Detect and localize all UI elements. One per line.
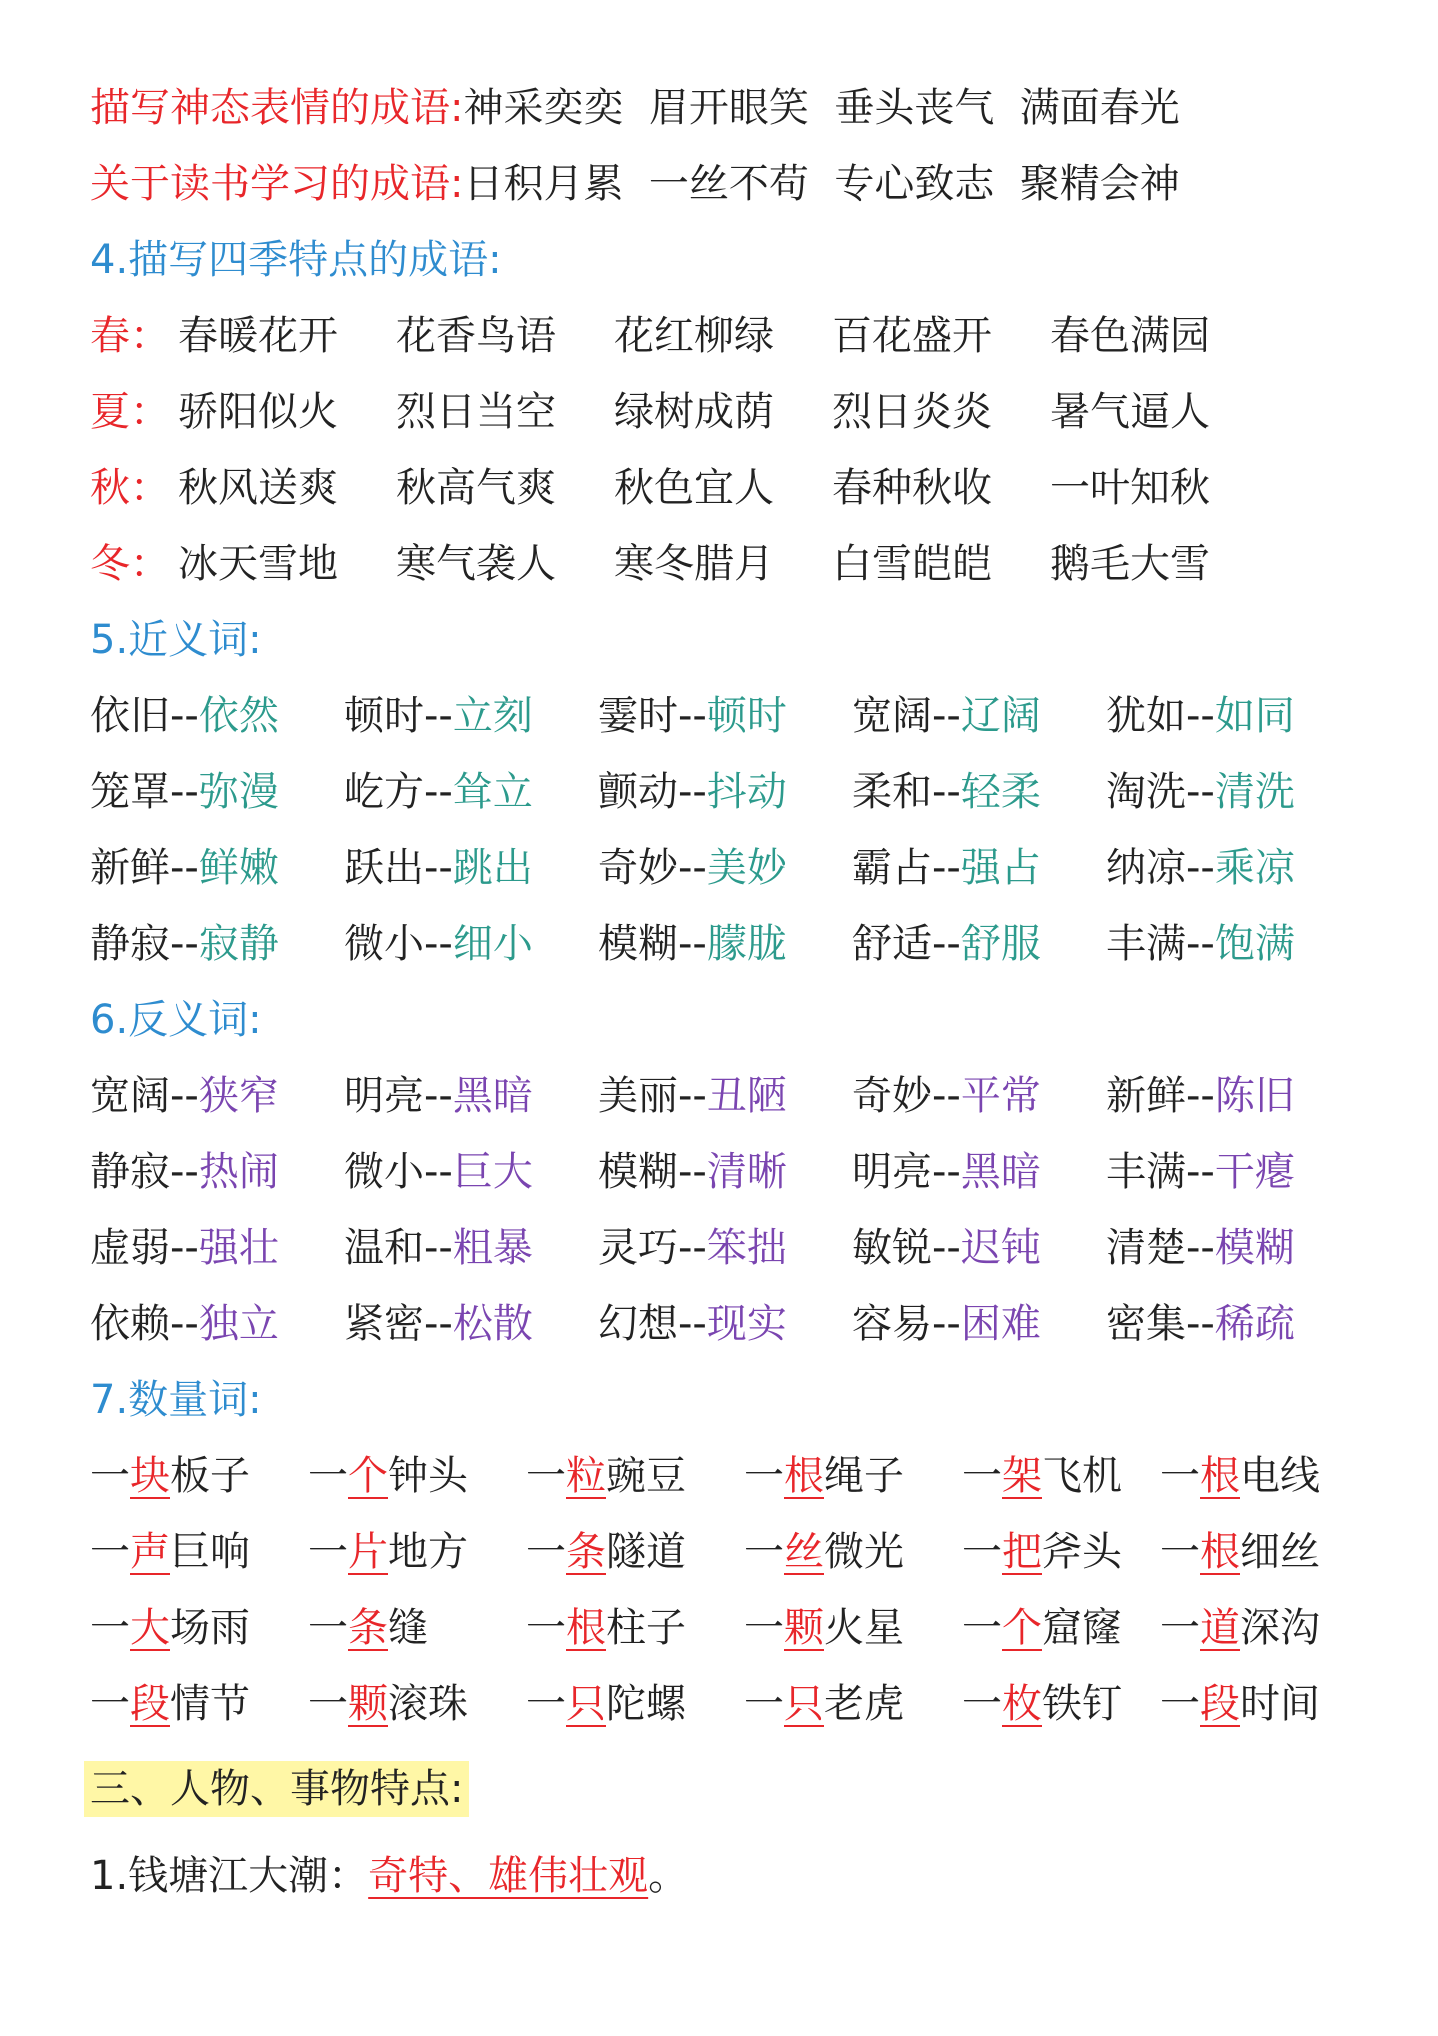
word: 静寂-- (90, 1149, 199, 1195)
measure-phrase (1160, 1438, 1320, 1514)
characteristic-answer: 奇特、雄伟壮观 (368, 1853, 649, 1899)
antonym-pair (90, 1134, 279, 1210)
antonym-pair (90, 1210, 279, 1286)
measure-word: 道 (1200, 1605, 1240, 1651)
word: 紧密-- (344, 1301, 453, 1347)
measure-row (90, 1666, 1390, 1742)
word: 丰满-- (1106, 1149, 1215, 1195)
pair-word: 热闹 (198, 1149, 279, 1195)
word: 新鲜-- (90, 845, 199, 891)
pair-word: 耸立 (452, 769, 533, 815)
measure-prefix: 一 (744, 1529, 784, 1575)
measure-phrase (744, 1590, 904, 1666)
measure-prefix: 一 (962, 1605, 1002, 1651)
word: 模糊-- (598, 921, 707, 967)
antonym-pair (598, 1058, 787, 1134)
section-heading-seasons: 4.描写四季特点的成语: (90, 237, 502, 283)
word: 犹如-- (1106, 693, 1215, 739)
measure-word: 把 (1002, 1529, 1042, 1575)
measure-word: 颗 (784, 1605, 824, 1651)
antonym-pair (852, 1286, 1041, 1362)
pair-word: 独立 (198, 1301, 279, 1347)
antonym-pair (598, 1286, 787, 1362)
synonym-pair (90, 906, 279, 982)
measure-noun: 微光 (824, 1529, 904, 1575)
season-idiom: 春种秋收 (832, 465, 992, 511)
word: 虚弱-- (90, 1225, 199, 1271)
pair-word: 辽阔 (960, 693, 1041, 739)
pair-word: 美妙 (706, 845, 787, 891)
measure-noun: 铁钉 (1042, 1681, 1122, 1727)
pair-word: 细小 (452, 921, 533, 967)
word: 明亮-- (344, 1073, 453, 1119)
antonym-pair (344, 1134, 533, 1210)
synonym-pair (90, 754, 279, 830)
idiom-line-study (90, 146, 1390, 222)
measure-noun: 板子 (170, 1453, 250, 1499)
measure-phrase (308, 1438, 468, 1514)
measure-phrase (962, 1590, 1122, 1666)
antonym-pair (344, 1210, 533, 1286)
season-idiom: 白雪皑皑 (832, 541, 992, 587)
word: 霸占-- (852, 845, 961, 891)
word: 奇妙-- (852, 1073, 961, 1119)
season-idiom: 百花盛开 (832, 313, 992, 359)
pair-word: 强占 (960, 845, 1041, 891)
measure-phrase (744, 1666, 904, 1742)
word: 柔和-- (852, 769, 961, 815)
measure-word: 只 (784, 1681, 824, 1727)
measure-word: 段 (130, 1681, 170, 1727)
pair-word: 困难 (960, 1301, 1041, 1347)
measure-noun: 火星 (824, 1605, 904, 1651)
measure-word: 个 (1002, 1605, 1042, 1651)
idiom-words: 神采奕奕 眉开眼笑 垂头丧气 满面春光 (463, 85, 1180, 131)
word: 依赖-- (90, 1301, 199, 1347)
measure-word: 大 (130, 1605, 170, 1651)
measure-phrase (308, 1514, 468, 1590)
pair-word: 黑暗 (960, 1149, 1041, 1195)
measure-word: 片 (348, 1529, 388, 1575)
antonym-pair (344, 1286, 533, 1362)
measure-word: 声 (130, 1529, 170, 1575)
synonym-pair (852, 754, 1041, 830)
antonym-pair (90, 1286, 279, 1362)
measure-word: 块 (130, 1453, 170, 1499)
measure-prefix: 一 (526, 1529, 566, 1575)
measure-noun: 隧道 (606, 1529, 686, 1575)
word: 美丽-- (598, 1073, 707, 1119)
season-row (90, 526, 1390, 602)
measure-noun: 老虎 (824, 1681, 904, 1727)
word: 幻想-- (598, 1301, 707, 1347)
word: 密集-- (1106, 1301, 1215, 1347)
measure-prefix: 一 (90, 1681, 130, 1727)
season-idiom: 寒冬腊月 (614, 541, 774, 587)
season-idiom: 冰天雪地 (178, 541, 338, 587)
measure-prefix: 一 (1160, 1529, 1200, 1575)
season-idiom: 烈日炎炎 (832, 389, 992, 435)
synonym-row (90, 906, 1390, 982)
synonym-pair (90, 830, 279, 906)
measure-word: 段 (1200, 1681, 1240, 1727)
measure-prefix: 一 (526, 1681, 566, 1727)
pair-word: 平常 (960, 1073, 1041, 1119)
pair-word: 如同 (1214, 693, 1295, 739)
word: 宽阔-- (90, 1073, 199, 1119)
season-idiom: 秋色宜人 (614, 465, 774, 511)
synonym-pair (1106, 830, 1295, 906)
synonym-pair (852, 830, 1041, 906)
measure-prefix: 一 (744, 1605, 784, 1651)
season-idiom: 花香鸟语 (396, 313, 556, 359)
season-idiom: 绿树成荫 (614, 389, 774, 435)
word: 容易-- (852, 1301, 961, 1347)
word: 丰满-- (1106, 921, 1215, 967)
measure-word: 根 (1200, 1529, 1240, 1575)
word: 宽阔-- (852, 693, 961, 739)
pair-word: 笨拙 (706, 1225, 787, 1271)
pair-word: 抖动 (706, 769, 787, 815)
pair-word: 顿时 (706, 693, 787, 739)
word: 奇妙-- (598, 845, 707, 891)
measure-word: 丝 (784, 1529, 824, 1575)
pair-word: 粗暴 (452, 1225, 533, 1271)
pair-word: 轻柔 (960, 769, 1041, 815)
measure-noun: 柱子 (606, 1605, 686, 1651)
measure-noun: 场雨 (170, 1605, 250, 1651)
measure-word: 架 (1002, 1453, 1042, 1499)
measure-row (90, 1590, 1390, 1666)
pair-word: 强壮 (198, 1225, 279, 1271)
antonym-pair (1106, 1058, 1295, 1134)
measure-prefix: 一 (308, 1453, 348, 1499)
measure-noun: 巨响 (170, 1529, 250, 1575)
word: 微小-- (344, 921, 453, 967)
word: 敏锐-- (852, 1225, 961, 1271)
pair-word: 饱满 (1214, 921, 1295, 967)
word: 屹方-- (344, 769, 453, 815)
measure-noun: 豌豆 (606, 1453, 686, 1499)
idiom-words: 日积月累 一丝不苟 专心致志 聚精会神 (463, 161, 1180, 207)
measure-prefix: 一 (90, 1453, 130, 1499)
synonym-pair (598, 678, 787, 754)
measure-phrase (526, 1590, 686, 1666)
characteristic-label: 1.钱塘江大潮： (90, 1853, 369, 1899)
document-page (90, 70, 1390, 1916)
measure-prefix: 一 (744, 1681, 784, 1727)
pair-word: 清晰 (706, 1149, 787, 1195)
measure-prefix: 一 (1160, 1453, 1200, 1499)
seasons-list (90, 298, 1390, 602)
antonym-pair (852, 1134, 1041, 1210)
pair-word: 跳出 (452, 845, 533, 891)
season-label: 夏： (90, 389, 170, 435)
synonym-row (90, 678, 1390, 754)
measure-phrase (90, 1514, 250, 1590)
season-row (90, 298, 1390, 374)
measure-prefix: 一 (526, 1453, 566, 1499)
season-row (90, 374, 1390, 450)
measure-noun: 飞机 (1042, 1453, 1122, 1499)
synonym-pair (1106, 754, 1295, 830)
synonym-pair (598, 830, 787, 906)
measure-prefix: 一 (308, 1529, 348, 1575)
measure-word: 根 (1200, 1453, 1240, 1499)
synonym-pair (852, 678, 1041, 754)
season-row (90, 450, 1390, 526)
season-idiom: 秋高气爽 (396, 465, 556, 511)
measure-phrase (308, 1666, 468, 1742)
season-label: 春： (90, 313, 170, 359)
word: 颤动-- (598, 769, 707, 815)
pair-word: 乘凉 (1214, 845, 1295, 891)
pair-word: 鲜嫩 (198, 845, 279, 891)
measure-prefix: 一 (308, 1681, 348, 1727)
measure-phrase (308, 1590, 428, 1666)
word: 清楚-- (1106, 1225, 1215, 1271)
measure-word: 条 (566, 1529, 606, 1575)
synonym-pair (852, 906, 1041, 982)
measure-row (90, 1438, 1390, 1514)
measure-word: 颗 (348, 1681, 388, 1727)
measure-noun: 深沟 (1240, 1605, 1320, 1651)
pair-word: 黑暗 (452, 1073, 533, 1119)
season-idiom: 烈日当空 (396, 389, 556, 435)
measure-noun: 缝 (388, 1605, 428, 1651)
measure-word: 枚 (1002, 1681, 1042, 1727)
word: 温和-- (344, 1225, 453, 1271)
measure-prefix: 一 (308, 1605, 348, 1651)
synonym-pair (344, 906, 533, 982)
antonyms-list (90, 1058, 1390, 1362)
antonym-pair (1106, 1210, 1295, 1286)
synonym-pair (90, 678, 279, 754)
season-idiom: 花红柳绿 (614, 313, 774, 359)
pair-word: 陈旧 (1214, 1073, 1295, 1119)
antonym-pair (1106, 1286, 1295, 1362)
measure-word: 个 (348, 1453, 388, 1499)
measure-phrase (962, 1514, 1122, 1590)
measure-prefix: 一 (744, 1453, 784, 1499)
pair-word: 立刻 (452, 693, 533, 739)
pair-word: 狭窄 (198, 1073, 279, 1119)
synonym-pair (1106, 678, 1295, 754)
section-heading-antonyms: 6.反义词: (90, 997, 262, 1043)
measure-noun: 情节 (170, 1681, 250, 1727)
synonym-pair (344, 830, 533, 906)
word: 跃出-- (344, 845, 453, 891)
measure-noun: 细丝 (1240, 1529, 1320, 1575)
season-idiom: 鹅毛大雪 (1050, 541, 1210, 587)
word: 依旧-- (90, 693, 199, 739)
antonym-pair (90, 1058, 279, 1134)
measure-prefix: 一 (90, 1605, 130, 1651)
season-idiom: 秋风送爽 (178, 465, 338, 511)
word: 舒适-- (852, 921, 961, 967)
pair-word: 巨大 (452, 1149, 533, 1195)
word: 纳凉-- (1106, 845, 1215, 891)
pair-word: 丑陋 (706, 1073, 787, 1119)
pair-word: 稀疏 (1214, 1301, 1295, 1347)
characteristic-end: 。 (648, 1853, 689, 1899)
word: 新鲜-- (1106, 1073, 1215, 1119)
measure-word: 根 (566, 1605, 606, 1651)
pair-word: 朦胧 (706, 921, 787, 967)
pair-word: 清洗 (1214, 769, 1295, 815)
word: 笼罩-- (90, 769, 199, 815)
measure-prefix: 一 (1160, 1605, 1200, 1651)
measure-row (90, 1514, 1390, 1590)
section-heading-characteristics: 三、人物、事物特点: (84, 1761, 469, 1817)
season-idiom: 暑气逼人 (1050, 389, 1210, 435)
word: 顿时-- (344, 693, 453, 739)
season-idiom: 一叶知秋 (1050, 465, 1210, 511)
synonyms-list (90, 678, 1390, 982)
measure-noun: 绳子 (824, 1453, 904, 1499)
measure-phrase (526, 1438, 686, 1514)
measure-phrase (526, 1666, 686, 1742)
measure-prefix: 一 (962, 1453, 1002, 1499)
measure-prefix: 一 (526, 1605, 566, 1651)
idiom-category-label: 关于读书学习的成语: (90, 161, 464, 207)
synonym-row (90, 754, 1390, 830)
season-idiom: 春色满园 (1050, 313, 1210, 359)
measure-phrase (1160, 1666, 1320, 1742)
season-idiom: 骄阳似火 (178, 389, 338, 435)
season-idiom: 春暖花开 (178, 313, 338, 359)
antonym-pair (598, 1210, 787, 1286)
measure-phrase (90, 1666, 250, 1742)
measure-phrase (1160, 1514, 1320, 1590)
word: 灵巧-- (598, 1225, 707, 1271)
word: 静寂-- (90, 921, 199, 967)
measure-phrase (962, 1666, 1122, 1742)
measure-word: 粒 (566, 1453, 606, 1499)
antonym-row (90, 1134, 1390, 1210)
pair-word: 舒服 (960, 921, 1041, 967)
measure-noun: 窟窿 (1042, 1605, 1122, 1651)
word: 霎时-- (598, 693, 707, 739)
word: 明亮-- (852, 1149, 961, 1195)
section-heading-synonyms: 5.近义词: (90, 617, 262, 663)
measure-word: 条 (348, 1605, 388, 1651)
pair-word: 迟钝 (960, 1225, 1041, 1271)
synonym-pair (344, 754, 533, 830)
idiom-category-label: 描写神态表情的成语: (90, 85, 464, 131)
measure-phrase (526, 1514, 686, 1590)
antonym-row (90, 1058, 1390, 1134)
season-idiom: 寒气袭人 (396, 541, 556, 587)
measure-noun: 陀螺 (606, 1681, 686, 1727)
measure-word: 根 (784, 1453, 824, 1499)
measure-prefix: 一 (962, 1529, 1002, 1575)
measure-phrase (90, 1590, 250, 1666)
pair-word: 模糊 (1214, 1225, 1295, 1271)
synonym-pair (344, 678, 533, 754)
synonym-pair (1106, 906, 1295, 982)
word: 模糊-- (598, 1149, 707, 1195)
measure-noun: 钟头 (388, 1453, 468, 1499)
section-heading-measure-words: 7.数量词: (90, 1377, 262, 1423)
measure-noun: 斧头 (1042, 1529, 1122, 1575)
measure-noun: 电线 (1240, 1453, 1320, 1499)
word: 微小-- (344, 1149, 453, 1195)
pair-word: 依然 (198, 693, 279, 739)
antonym-pair (598, 1134, 787, 1210)
antonym-pair (852, 1058, 1041, 1134)
synonym-pair (598, 754, 787, 830)
measure-phrase (962, 1438, 1122, 1514)
characteristic-item (90, 1836, 1390, 1916)
measure-noun: 时间 (1240, 1681, 1320, 1727)
measure-prefix: 一 (962, 1681, 1002, 1727)
antonym-row (90, 1210, 1390, 1286)
measure-phrase (1160, 1590, 1320, 1666)
measure-prefix: 一 (90, 1529, 130, 1575)
antonym-row (90, 1286, 1390, 1362)
measure-prefix: 一 (1160, 1681, 1200, 1727)
antonym-pair (344, 1058, 533, 1134)
antonym-pair (1106, 1134, 1295, 1210)
synonym-row (90, 830, 1390, 906)
measure-word: 只 (566, 1681, 606, 1727)
word: 淘洗-- (1106, 769, 1215, 815)
pair-word: 寂静 (198, 921, 279, 967)
synonym-pair (598, 906, 787, 982)
measure-phrase (744, 1438, 904, 1514)
measure-words-list (90, 1438, 1390, 1742)
pair-word: 现实 (706, 1301, 787, 1347)
idiom-line-expression (90, 70, 1390, 146)
season-label: 冬： (90, 541, 170, 587)
measure-noun: 滚珠 (388, 1681, 468, 1727)
measure-phrase (90, 1438, 250, 1514)
measure-phrase (744, 1514, 904, 1590)
pair-word: 干瘪 (1214, 1149, 1295, 1195)
measure-noun: 地方 (388, 1529, 468, 1575)
section-three-row (90, 1742, 1390, 1836)
pair-word: 弥漫 (198, 769, 279, 815)
season-label: 秋： (90, 465, 170, 511)
pair-word: 松散 (452, 1301, 533, 1347)
antonym-pair (852, 1210, 1041, 1286)
